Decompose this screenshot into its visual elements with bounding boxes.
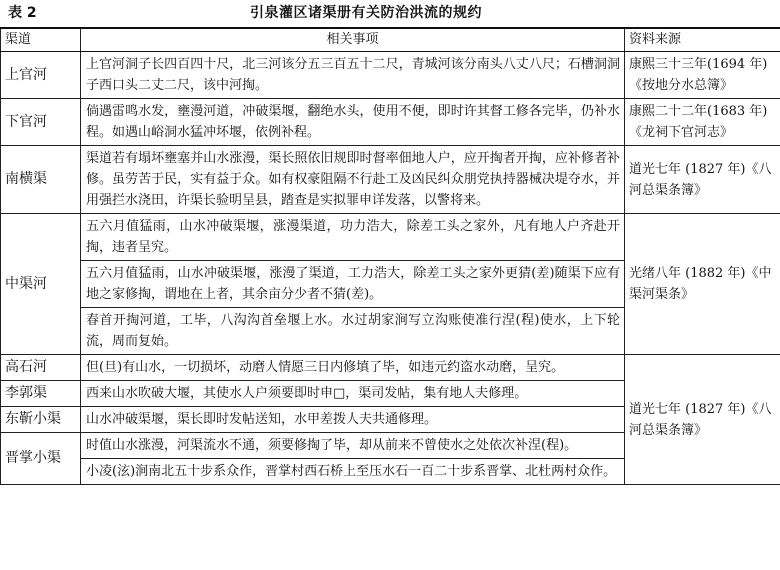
regulations-table	[0, 27, 780, 485]
canal-name: 上官河	[1, 52, 81, 99]
canal-name: 高石河	[1, 355, 81, 381]
header-source: 资料来源	[625, 28, 780, 52]
source-citation: 光绪八年 (1882 年)《中渠河渠条》	[625, 214, 780, 355]
regulation-text: 小凌(泫)涧南北五十步系众作，晋掌村西石桥上至压水石一百二十步系晋掌、北杜两村众作。	[81, 459, 625, 485]
regulation-text: 倘遇雷鸣水发，壅漫河道，冲破渠堰，翻绝水头，使用不便，即时许其督工修各完毕，仍补水程。如遇山峪洞水猛冲坏堰，依例补程。	[81, 99, 625, 146]
regulation-text: 五六月值猛雨，山水冲破渠堰，涨漫了渠道，工力浩大，除差工头之家外更猜(差)随渠下应有地之家修掏，谓地在上者，其余亩分少者不猜(差)。	[81, 261, 625, 308]
table-caption-title: 引泉灌区诸渠册有关防治洪流的规约	[250, 5, 482, 21]
regulation-text: 时值山水涨漫，河渠流水不通，须要修掏了毕，却从前来不曾使水之处依次补涅(程)。	[81, 433, 625, 459]
canal-name: 下官河	[1, 99, 81, 146]
canal-name: 南横渠	[1, 146, 81, 214]
table-row	[1, 146, 780, 214]
table-caption-label: 表 2	[8, 5, 37, 21]
canal-name: 东靳小渠	[1, 407, 81, 433]
table-header-row	[1, 28, 780, 52]
table-row	[1, 355, 780, 381]
source-citation: 康熙三十三年(1694 年)《按地分水总簿》	[625, 52, 780, 99]
regulation-text: 春首开掏河道，工毕，八沟沟首垒堰上水。水过胡家涧写立沟账使准行涅(程)使水，上下轮流，周而复始。	[81, 308, 625, 355]
regulation-text: 西来山水吹破大堰，其使水人户须要即时申□，渠司发帖，集有地人夫修理。	[81, 381, 625, 407]
header-canal: 渠道	[1, 28, 81, 52]
canal-name: 晋掌小渠	[1, 433, 81, 485]
table-row	[1, 52, 780, 99]
source-citation: 道光七年 (1827 年)《八河总渠条簿》	[625, 355, 780, 485]
source-citation: 道光七年 (1827 年)《八河总渠条簿》	[625, 146, 780, 214]
canal-name: 李郭渠	[1, 381, 81, 407]
regulation-text: 渠道若有塌坏壅塞并山水涨漫，渠长照依旧规即时督率佃地人户，应开掏者开掏，应补修者补修。虽劳苦于民，实有益于众。如有权豪阻隔不行赴工及凶民纠众朋党执持器械决堤夺水，并用强拦水浇田，许渠长验明呈县，踏查是实拟罪申详发落，以警将来。	[81, 146, 625, 214]
regulation-text: 山水冲破渠堰，渠长即时发帖送知，水甲差拨人夫共通修理。	[81, 407, 625, 433]
table-row	[1, 214, 780, 261]
regulation-text: 上官河洞子长四百四十尺，北三河该分五三百五十二尺，青城河该分南头八丈八尺；石槽洞洞子西口头二丈二尺，该中河掏。	[81, 52, 625, 99]
header-items: 相关事项	[81, 28, 625, 52]
source-citation: 康熙二十二年(1683 年)《龙祠下官河志》	[625, 99, 780, 146]
regulation-text: 五六月值猛雨，山水冲破渠堰，涨漫渠道，功力浩大，除差工头之家外，凡有地人户齐赴开掏，违者呈究。	[81, 214, 625, 261]
table-row	[1, 99, 780, 146]
canal-name: 中渠河	[1, 214, 81, 355]
regulation-text: 但(旦)有山水，一切损坏，动磨人情愿三日内修填了毕，如违元约盗水动磨，呈究。	[81, 355, 625, 381]
